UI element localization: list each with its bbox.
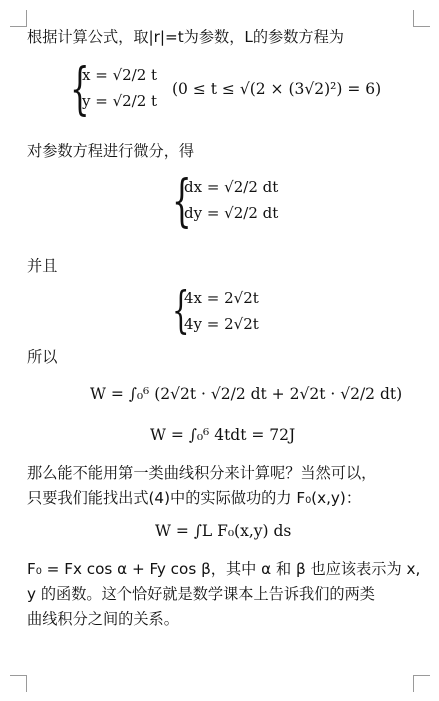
and-word: 并且 (27, 257, 58, 275)
dx-eq: dx = √2/2 dt (184, 178, 279, 196)
param-y-eq: y = √2/2 t (82, 92, 158, 110)
work-integral-1: W = ∫₀⁶ (2√2t · √2/2 dt + 2√2t · √2/2 dt) (90, 385, 403, 403)
dy-eq: dy = √2/2 dt (184, 204, 279, 222)
para2-line2: y 的函数。这个恰好就是数学课本上告诉我们的两类 (27, 585, 375, 603)
page-corner-mark-bottom-left (10, 675, 27, 692)
fourx-eq: 4x = 2√2t (184, 289, 259, 307)
page-corner-mark-top-right (413, 10, 430, 27)
para1-line2: 只要我们能找出式(4)中的实际做功的力 F₀(x,y)： (27, 489, 362, 507)
para2-line1: F₀ = Fx cos α + Fy cos β，其中 α 和 β 也应该表示为 x, (27, 560, 421, 578)
param-x-eq: x = √2/2 t (82, 66, 158, 84)
page-corner-mark-top-left (10, 10, 27, 27)
page-corner-mark-bottom-right (413, 675, 430, 692)
work-line-integral: W = ∫L F₀(x,y) ds (155, 522, 292, 540)
so-word: 所以 (27, 348, 58, 366)
para2-line3: 曲线积分之间的关系。 (27, 610, 179, 628)
work-integral-2: W = ∫₀⁶ 4tdt = 72J (150, 426, 296, 444)
intro-line: 根据计算公式，取|r|=t为参数，L的参数方程为 (27, 28, 344, 46)
diff-system (184, 174, 278, 226)
diff-intro-line: 对参数方程进行微分，得 (27, 142, 195, 160)
param-system (82, 62, 157, 114)
param-range: (0 ≤ t ≤ √(2 × (3√2)²) = 6) (172, 80, 382, 98)
foury-eq: 4y = 2√2t (184, 315, 259, 333)
diff-brace: { (172, 169, 192, 234)
force-brace: { (172, 281, 190, 339)
force-system (184, 285, 259, 337)
para1-line1: 那么能不能用第一类曲线积分来计算呢？当然可以， (27, 464, 377, 482)
system-brace: { (70, 57, 90, 122)
